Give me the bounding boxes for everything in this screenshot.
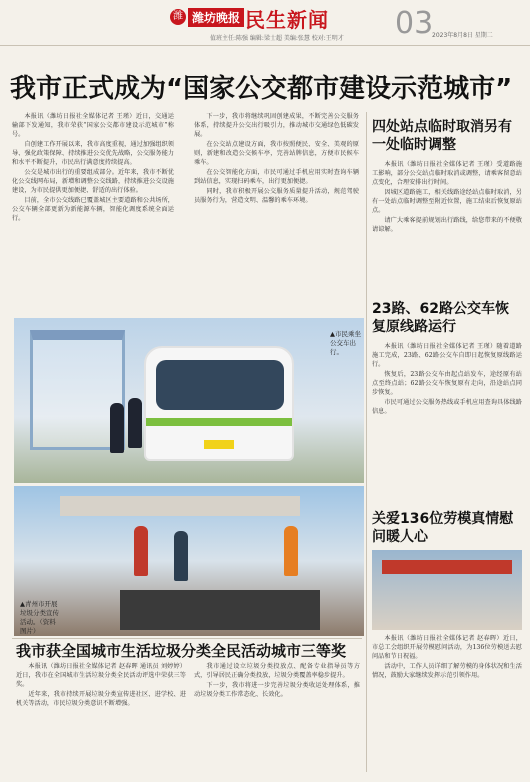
tent (60, 496, 300, 516)
paragraph: 本报讯（潍坊日报社全媒体记者 赵春晖 通讯员 刘婷婷）近日，我市在全国城市生活垃圾分类全民活动评选中荣获三等奖。 (16, 663, 186, 688)
paragraph: 在公交智能化方面，市民可通过手机应用实时查询车辆到站信息，实现扫码乘车，出行更加便捷。 (194, 169, 359, 185)
side-article-2 (372, 342, 522, 502)
paragraph: 在公交站点建设方面，我市按照便民、安全、美观的原则，新建和改造公交候车亭，完善站牌信息，方便市民候车乘车。 (194, 141, 359, 166)
side-headline-2: 23路、62路公交车恢复原线路运行 (372, 301, 509, 335)
paragraph: 同时，我市积极开展公交服务质量提升活动，规范驾驶员服务行为，营造文明、温馨的乘车环境。 (194, 188, 359, 204)
paragraph: 本报讯（潍坊日报社全媒体记者 王瑾）受道路施工影响，部分公交站点临时取消或调整，请乘客留意站点变化，合理安排出行时间。 (372, 161, 522, 186)
main-article-col1 (12, 112, 174, 312)
issue-date: 2023年8月8日 星期二 (432, 32, 493, 39)
garbage-sorting-photo (14, 486, 364, 636)
main-article-col2 (194, 112, 359, 312)
side-headline-1: 四处站点临时取消另有一处临时调整 (372, 119, 512, 153)
paragraph: 近年来，我市持续开展垃圾分类宣传进社区、进学校、进机关等活动，市民垃圾分类意识不断增强。 (16, 691, 186, 707)
paragraph: 本报讯（潍坊日报社全媒体记者 王瑾）近日，交通运输部下发通知，我市荣获“国家公交都市建设示范城市”称号。 (12, 113, 174, 138)
bus-window (156, 360, 284, 410)
bottom-article-col2 (194, 662, 360, 780)
bottom-headline: 我市获全国城市生活垃圾分类全民活动城市三等奖 (16, 642, 347, 660)
paragraph: 自创建工作开展以来，我市高度重视，通过加强组织领导、强化政策保障、持续推进公交优先战略，公交服务能力和水平不断提升，市民出行满意度持续提高。 (12, 141, 174, 166)
bus-stripe (146, 418, 292, 426)
section-title: 民生新闻 (245, 8, 329, 32)
paragraph: 请广大乘客提前规划出行路线，给您带来的不便敬请谅解。 (372, 217, 522, 233)
page-header (0, 0, 530, 46)
paragraph: 恢复后，23路公交车由起点站发车，途经原有站点至终点站；62路公交车恢复原有走向，沿途站点同步恢复。 (372, 371, 522, 396)
bus-plate (204, 440, 234, 449)
sorting-bins (120, 590, 320, 630)
logo-text: 潍坊晚报 (188, 8, 244, 27)
paragraph: 本报讯（潍坊日报社全媒体记者 赵春晖）近日，市总工会组织开展劳模慰问活动，为136位劳模送去慰问品和节日祝福。 (372, 635, 522, 660)
side-article-1 (372, 160, 522, 300)
paragraph: 下一步，我市将进一步完善垃圾分类收运处理体系，推动垃圾分类工作常态化、长效化。 (194, 682, 360, 698)
bus-image (144, 346, 294, 461)
paragraph: 因城区道路施工，相关线路途经站点临时取消，另有一处站点临时调整至附近位置，施工结束后恢复原站点。 (372, 189, 522, 214)
editor-credits: 值班主任:陈强 编辑:梁士超 美编:张慧 校对:王明才 (210, 35, 344, 42)
paragraph: 我市通过设立垃圾分类投放点、配备专业指导员等方式，引导居民正确分类投放，垃圾分类覆盖率稳步提升。 (194, 663, 360, 679)
newspaper-logo (170, 8, 244, 26)
bus-photo (14, 318, 364, 483)
person (110, 403, 124, 453)
bottom-article-col1 (16, 662, 186, 780)
paragraph: 本报讯（潍坊日报社全媒体记者 王瑾）随着道路施工完成，23路、62路公交车自即日起恢复原线路运行。 (372, 343, 522, 368)
paragraph: 目前，全市公交线路已覆盖城区主要道路和公共场所，公交车辆全部更新为新能源车辆，智能化调度系统全面运行。 (12, 197, 174, 222)
labor-model-photo (372, 550, 522, 630)
main-headline: 我市正式成为“国家公交都市建设示范城市” (10, 74, 513, 104)
photo-caption: ▲市民乘坐公交车出行。 (330, 330, 361, 356)
page-number: 03 (395, 6, 434, 41)
paragraph: 市民可通过公交服务热线或手机应用查询具体线路信息。 (372, 399, 522, 415)
photo-banner (382, 560, 512, 574)
paragraph: 下一步，我市将继续巩固创建成果，不断完善公交服务体系，持续提升公交出行吸引力，推动城市交通绿色低碳发展。 (194, 113, 359, 138)
logo-mark-icon: 潍 (170, 9, 186, 25)
side-headline-3: 关爱136位劳模真情慰问暖人心 (372, 511, 514, 545)
paragraph: 公交是城市出行的重要组成部分。近年来，我市不断优化公交线网布局，新增和调整公交线路，持续推进公交设施建设，为市民提供更加便捷、舒适的出行体验。 (12, 169, 174, 194)
section-divider (12, 638, 362, 639)
paragraph: 活动中，工作人员详细了解劳模的身体状况和生活情况，鼓励大家继续发挥示范引领作用。 (372, 663, 522, 679)
photo-caption: ▲青州市开展垃圾分类宣传活动。（资料图片） (20, 600, 59, 635)
column-divider (366, 112, 367, 772)
person (284, 526, 298, 576)
person (128, 398, 142, 448)
person (134, 526, 148, 576)
person (174, 531, 188, 581)
side-article-3 (372, 634, 522, 774)
